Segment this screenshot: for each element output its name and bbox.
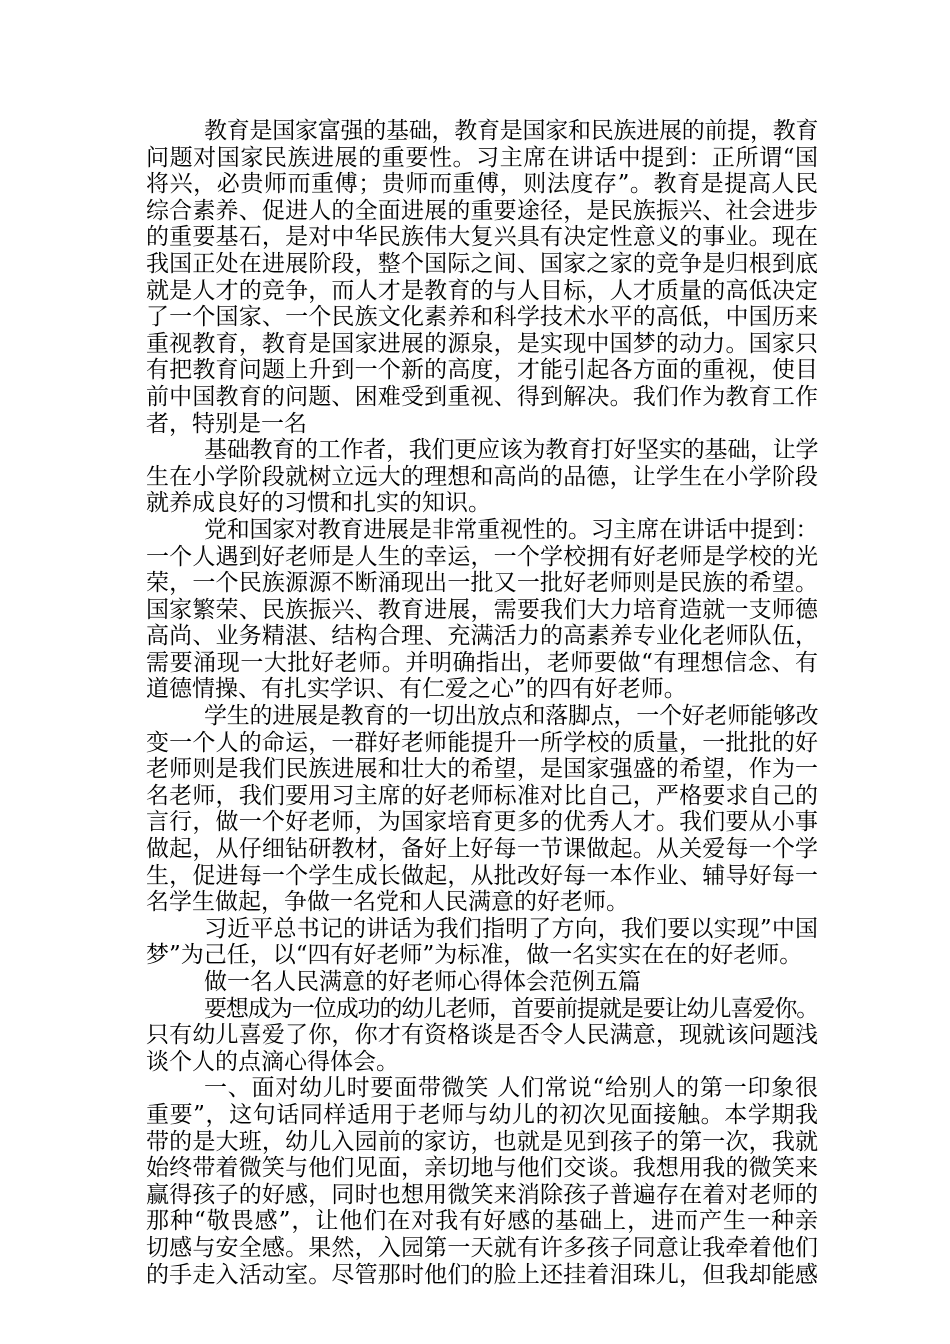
text-line: 道德情操、有扎实学识、有仁爱之心”的四有好老师。 (146, 676, 687, 703)
text-line: 将兴，必贵师而重傅；贵师而重傅，则法度存”。教育是提高人民 (146, 171, 818, 198)
text-line: 生，促进每一个学生成长做起，从批改好每一本作业、辅导好每一 (146, 862, 818, 889)
text-line: 了一个国家、一个民族文化素养和科学技术水平的高低，中国历来 (146, 304, 818, 331)
text-line: 我国正处在进展阶段，整个国际之间、国家之家的竞争是归根到底 (146, 250, 818, 277)
text-line: 只有幼儿喜爱了你，你才有资格谈是否令人民满意，现就该问题浅 (146, 1022, 818, 1049)
text-line: 习近平总书记的讲话为我们指明了方向，我们要以实现”中国 (204, 915, 818, 942)
text-line: 就是人才的竞争，而人才是教育的与人目标，人才质量的高低决定 (146, 277, 818, 304)
text-line: 高尚、业务精湛、结构合理、充满活力的高素养专业化老师队伍， (146, 623, 818, 650)
text-line: 名老师，我们要用习主席的好老师标准对比自己，严格要求自己的 (146, 782, 818, 809)
text-line: 带的是大班，幼儿入园前的家访，也就是见到孩子的第一次，我就 (146, 1128, 818, 1155)
text-line: 老师则是我们民族进展和壮大的希望，是国家强盛的希望，作为一 (146, 756, 818, 783)
text-line: 需要涌现一大批好老师。并明确指出，老师要做“有理想信念、有 (146, 649, 818, 676)
text-line: 党和国家对教育进展是非常重视性的。习主席在讲话中提到： (204, 516, 819, 543)
text-line: 名学生做起，争做一名党和人民满意的好老师。 (146, 889, 629, 916)
text-line: 一个人遇到好老师是人生的幸运，一个学校拥有好老师是学校的光 (146, 543, 818, 570)
text-line: 重视教育，教育是国家进展的源泉，是实现中国梦的动力。国家只 (146, 330, 818, 357)
text-line: 切感与安全感。果然，入园第一天就有许多孩子同意让我牵着他们 (146, 1234, 818, 1261)
text-line: 重要”，这句话同样适用于老师与幼儿的初次见面接触。本学期我 (146, 1101, 818, 1128)
text-line: 就养成良好的习惯和扎实的知识。 (146, 490, 491, 517)
text-line: 生在小学阶段就树立远大的理想和高尚的品德，让学生在小学阶段 (146, 463, 818, 490)
text-line: 前中国教育的问题、困难受到重视、得到解决。我们作为教育工作 (146, 383, 818, 410)
text-line: 综合素养、促进人的全面进展的重要途径，是民族振兴、社会进步 (146, 197, 818, 224)
text-line: 一、面对幼儿时要面带微笑 人们常说“给别人的第一印象很 (204, 1075, 818, 1102)
text-line: 学生的进展是教育的一切出放点和落脚点，一个好老师能够改 (204, 703, 819, 730)
text-line: 的重要基石，是对中华民族伟大复兴具有决定性意义的事业。现在 (146, 224, 818, 251)
text-line: 教育是国家富强的基础，教育是国家和民族进展的前提，教育 (204, 118, 819, 144)
text-line: 基础教育的工作者，我们更应该为教育打好坚实的基础，让学 (204, 437, 819, 464)
text-line: 的手走入活动室。尽管那时他们的脸上还挂着泪珠儿，但我却能感 (146, 1261, 818, 1288)
text-line: 始终带着微笑与他们见面，亲切地与他们交谈。我想用我的微笑来 (146, 1155, 818, 1182)
text-line: 谈个人的点滴心得体会。 (146, 1048, 399, 1075)
text-line: 做一名人民满意的好老师心得体会范例五篇 (204, 969, 641, 995)
text-line: 那种“敬畏感”，让他们在对我有好感的基础上，进而产生一种亲 (146, 1208, 818, 1235)
text-line: 梦”为己任，以“四有好老师”为标准，做一名实实在在的好老师。 (146, 942, 803, 969)
text-line: 国家繁荣、民族振兴、教育进展，需要我们大力培育造就一支师德 (146, 596, 818, 623)
text-line: 有把教育问题上升到一个新的高度，才能引起各方面的重视，使目 (146, 357, 818, 384)
text-line: 荣，一个民族源源不断涌现出一批又一批好老师则是民族的希望。 (146, 570, 818, 597)
text-line: 赢得孩子的好感，同时也想用微笑来消除孩子普遍存在着对老师的 (146, 1181, 818, 1208)
text-line: 言行，做一个好老师，为国家培育更多的优秀人才。我们要从小事 (146, 809, 818, 836)
text-line: 要想成为一位成功的幼儿老师，首要前提就是要让幼儿喜爱你。 (204, 995, 818, 1022)
text-line: 者，特别是一名 (146, 410, 307, 437)
text-line: 变一个人的命运，一群好老师能提升一所学校的质量，一批批的好 (146, 729, 818, 756)
text-line: 问题对国家民族进展的重要性。习主席在讲话中提到：正所谓“国 (146, 144, 818, 171)
document-body (146, 118, 818, 1288)
text-line: 做起，从仔细钻研教材，备好上好每一节课做起。从关爱每一个学 (146, 836, 818, 863)
